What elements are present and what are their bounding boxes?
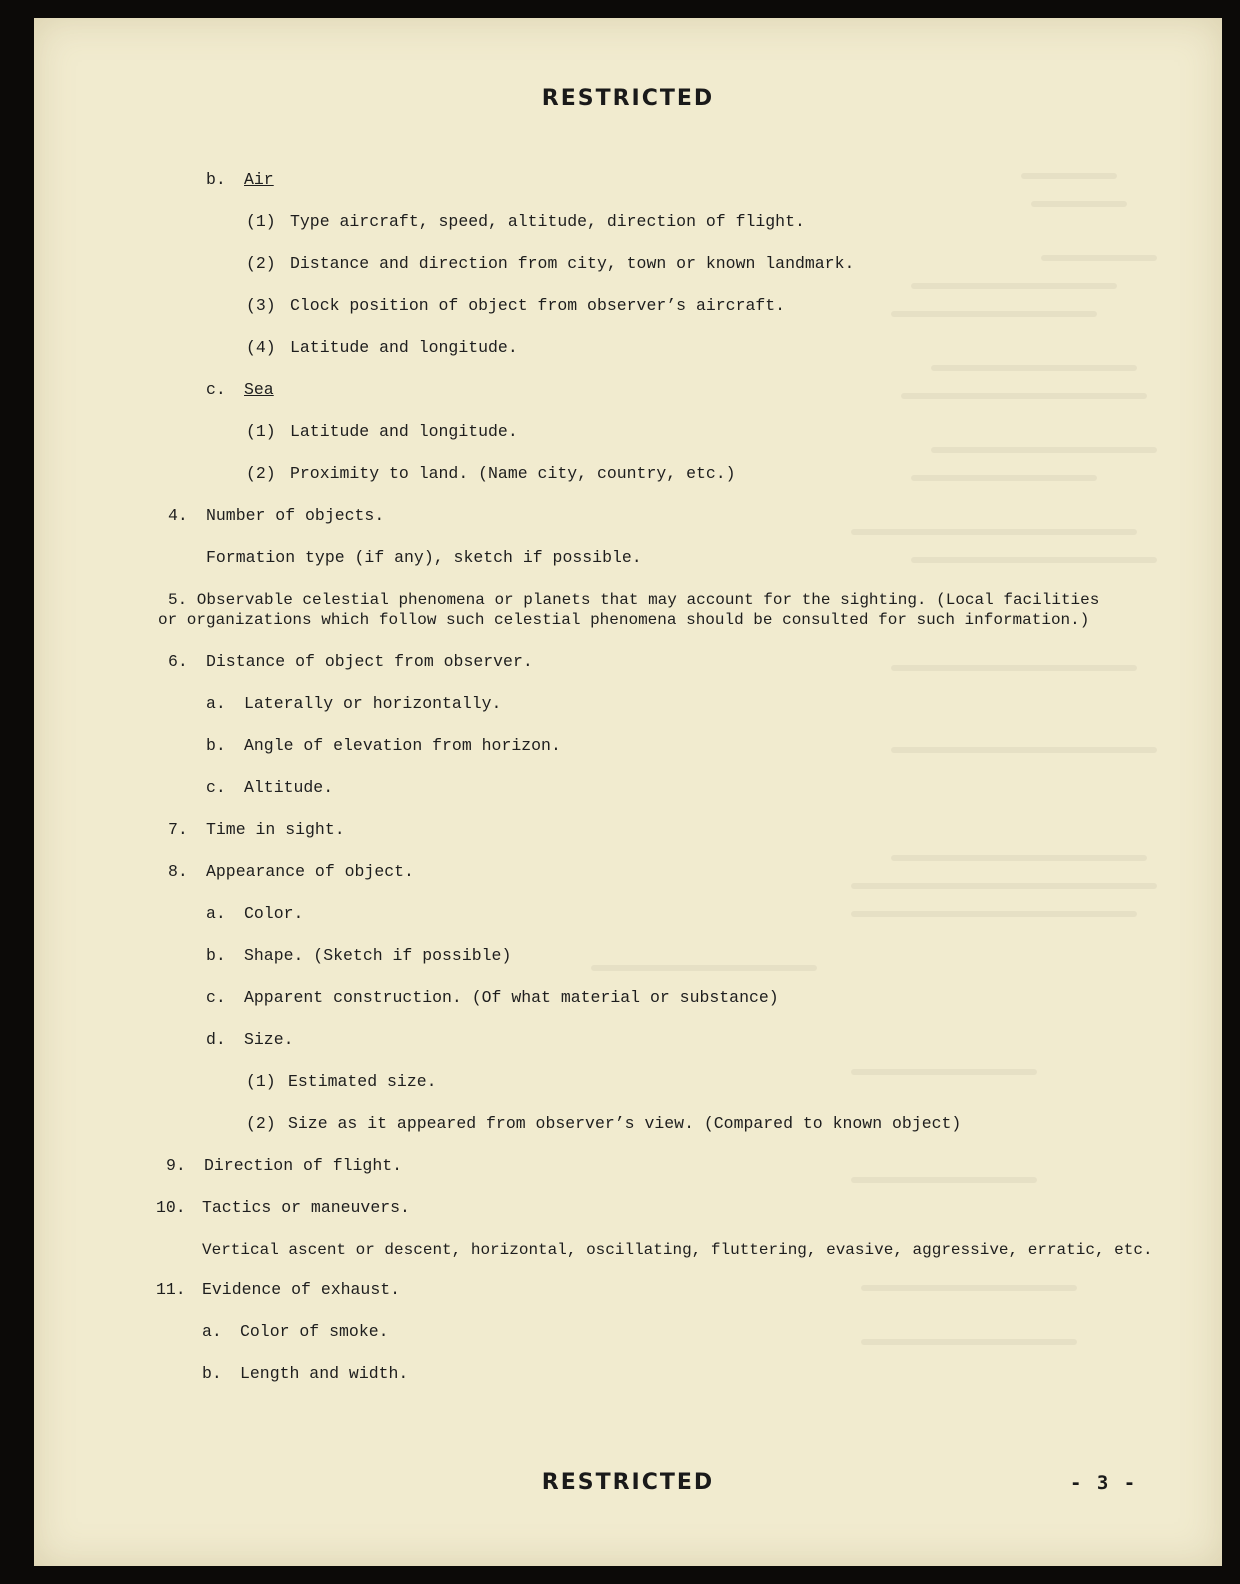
- list-item-text: Proximity to land. (Name city, country, etc.): [290, 464, 736, 483]
- list-marker: (1): [246, 422, 276, 441]
- list-item-text: Size.: [244, 1030, 294, 1049]
- list-item-text: Color of smoke.: [240, 1322, 389, 1341]
- list-item-text: Angle of elevation from horizon.: [244, 736, 561, 755]
- list-marker: (1): [246, 1072, 276, 1091]
- list-marker: b.: [206, 736, 226, 755]
- list-item-text: Direction of flight.: [204, 1156, 403, 1175]
- list-item: [206, 694, 501, 714]
- list-item-text: Number of objects.: [206, 506, 385, 525]
- list-marker: a.: [206, 694, 226, 713]
- paragraph: Vertical ascent or descent, horizontal, oscillating, fluttering, evasive, aggressive, erratic, etc.: [202, 1241, 1153, 1259]
- list-item-text: Color.: [244, 904, 304, 923]
- list-marker: (2): [246, 1114, 276, 1133]
- list-item-text: Evidence of exhaust.: [202, 1280, 401, 1299]
- list-marker: 9.: [166, 1156, 186, 1175]
- list-item-text: Estimated size.: [288, 1072, 437, 1091]
- list-item: [246, 212, 805, 232]
- section-c-sea: [206, 380, 274, 400]
- list-item: [202, 1364, 408, 1384]
- section-b-air: [206, 170, 274, 190]
- list-marker: (2): [246, 254, 276, 273]
- paragraph: Formation type (if any), sketch if possible.: [206, 548, 642, 567]
- list-marker: 6.: [168, 652, 188, 671]
- list-marker: 10.: [156, 1198, 186, 1217]
- list-item: [206, 1030, 294, 1050]
- list-marker: (3): [246, 296, 276, 315]
- list-marker: b.: [202, 1364, 222, 1383]
- list-item-text: Type aircraft, speed, altitude, direction of flight.: [290, 212, 805, 231]
- list-item: [168, 862, 414, 882]
- section-heading: Sea: [244, 380, 274, 399]
- list-item: [246, 1114, 961, 1134]
- list-marker: c.: [206, 380, 226, 399]
- section-heading: Air: [244, 170, 274, 189]
- list-marker: 8.: [168, 862, 188, 881]
- list-item-text: Tactics or maneuvers.: [202, 1198, 410, 1217]
- list-marker: a.: [202, 1322, 222, 1341]
- list-item: [206, 904, 303, 924]
- page-number: - 3 -: [1070, 1472, 1138, 1494]
- list-item: [246, 254, 854, 274]
- document-page: [34, 18, 1222, 1566]
- classification-footer: RESTRICTED: [541, 1470, 715, 1495]
- list-item-text: Altitude.: [244, 778, 334, 797]
- list-item-text: Appearance of object.: [206, 862, 414, 881]
- list-marker: b.: [206, 946, 226, 965]
- list-item: [246, 338, 518, 358]
- list-item: [246, 1072, 437, 1092]
- list-item: [168, 820, 345, 840]
- list-item-text: Length and width.: [240, 1364, 409, 1383]
- list-marker: d.: [206, 1030, 226, 1049]
- list-marker: a.: [206, 904, 226, 923]
- list-item: [246, 422, 518, 442]
- paragraph-line: or organizations which follow such celestial phenomena should be consulted for such information.): [158, 611, 1090, 629]
- list-marker: c.: [206, 778, 226, 797]
- list-item: [156, 1280, 400, 1300]
- list-marker: 7.: [168, 820, 188, 839]
- list-item-text: Distance and direction from city, town or known landmark.: [290, 254, 855, 273]
- classification-header: RESTRICTED: [541, 86, 715, 111]
- list-item: [156, 1198, 410, 1218]
- list-marker: c.: [206, 988, 226, 1007]
- paragraph-line: 5. Observable celestial phenomena or planets that may account for the sighting. (Local facilities: [168, 591, 1100, 609]
- list-item-text: Shape. (Sketch if possible): [244, 946, 512, 965]
- list-item: [206, 778, 333, 798]
- list-item: [206, 946, 511, 966]
- list-item: [246, 296, 785, 316]
- list-item: [246, 464, 736, 484]
- list-marker: (1): [246, 212, 276, 231]
- list-item-text: Distance of object from observer.: [206, 652, 533, 671]
- list-item-text: Size as it appeared from observer’s view. (Compared to known object): [288, 1114, 962, 1133]
- list-item: [206, 736, 561, 756]
- list-item: [206, 988, 779, 1008]
- list-item-text: Time in sight.: [206, 820, 345, 839]
- list-item-text: Apparent construction. (Of what material or substance): [244, 988, 779, 1007]
- list-item: [202, 1322, 389, 1342]
- list-item-text: Clock position of object from observer’s aircraft.: [290, 296, 786, 315]
- list-item: [166, 1156, 402, 1176]
- list-marker: (4): [246, 338, 276, 357]
- list-item: [168, 652, 533, 672]
- list-item-text: Latitude and longitude.: [290, 338, 518, 357]
- list-item-text: Latitude and longitude.: [290, 422, 518, 441]
- list-marker: 11.: [156, 1280, 186, 1299]
- list-marker: (2): [246, 464, 276, 483]
- list-item-text: Laterally or horizontally.: [244, 694, 502, 713]
- list-marker: b.: [206, 170, 226, 189]
- list-marker: 4.: [168, 506, 188, 525]
- list-item: [168, 506, 384, 526]
